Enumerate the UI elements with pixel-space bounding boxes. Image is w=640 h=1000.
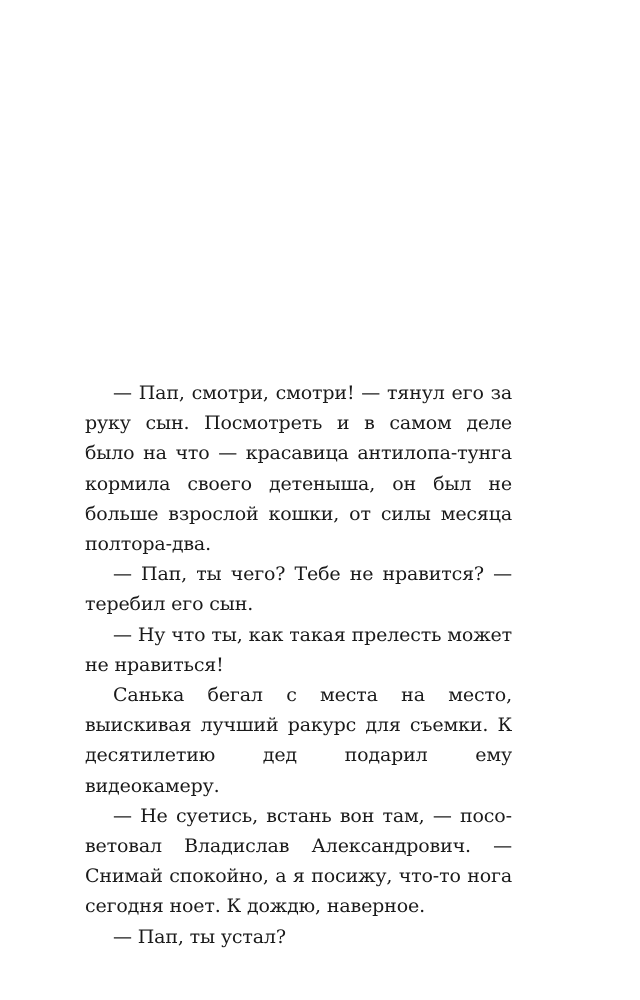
paragraph: — Пап, смотри, смотри! — тянул его за руку сын. Посмотреть и в самом деле было на что — красавица антилопа-тунга кормила своего детеныша, он был не больше взрослой кошки, от силы месяца полтора-два.	[85, 382, 512, 556]
body-text	[85, 378, 512, 952]
paragraph: — Ну что ты, как такая прелесть может не нравиться!	[85, 623, 512, 676]
paragraph: — Пап, ты устал?	[113, 925, 286, 948]
paragraph: Санька бегал с места на место, выискивая лучший ракурс для съемки. К десятилетию дед подарил ему видеокамеру.	[85, 684, 512, 797]
paragraph: — Пап, ты чего? Тебе не нравится? — теребил его сын.	[85, 563, 512, 616]
paragraph: — Не суетись, встань вон там, — посоветовал Владислав Александрович. — Снимай спокойно, а я посижу, что-то нога сегодня ноет. К дождю, наверное.	[85, 804, 512, 918]
